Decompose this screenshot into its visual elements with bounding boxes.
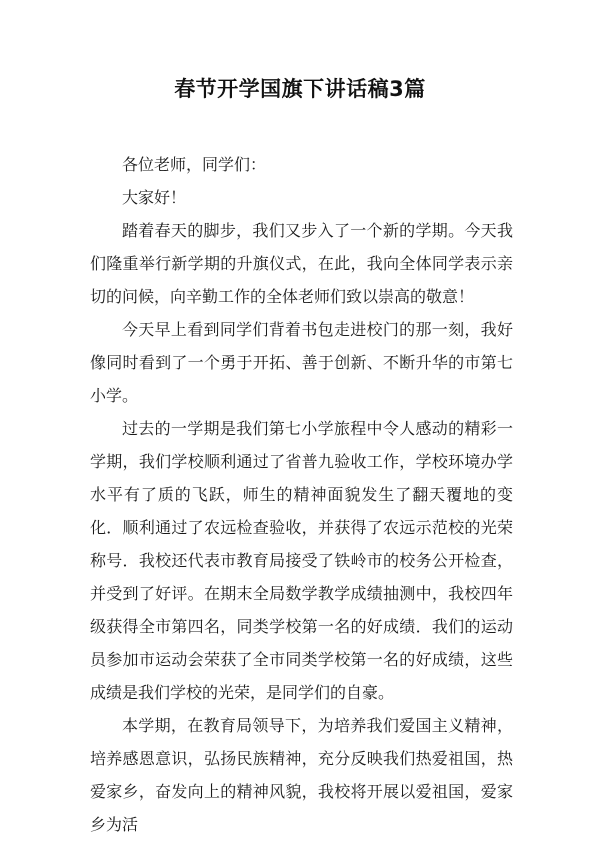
- paragraph-greeting: 大家好！: [122, 188, 187, 207]
- document-title: 春节开学国旗下讲话稿3篇: [174, 77, 426, 101]
- paragraph-salutation: 各位老师，同学们：: [122, 155, 267, 174]
- paragraph-this-morning: 今天早上看到同学们背着书包走进校门的那一刻，我好像同时看到了一个勇于开拓、善于创新、不断升华的市第七小学。: [90, 320, 513, 405]
- document-body: [90, 148, 513, 841]
- paragraph-this-semester: 本学期，在教育局领导下，为培养我们爱国主义精神，培养感恩意识，弘扬民族精神，充分反映我们热爱祖国，热爱家乡，奋发向上的精神风貌，我校将开展以爱祖国，爱家乡为活: [90, 716, 513, 834]
- paragraph-last-semester: 过去的一学期是我们第七小学旅程中令人感动的精彩一学期，我们学校顺利通过了省普九验收工作，学校环境办学水平有了质的飞跃，师生的精神面貌发生了翻天覆地的变化．顺利通过了农远检查验收，并获得了农远示范校的光荣称号．我校还代表市教育局接受了铁岭市的校务公开检查，并受到了好评。在期末全局数学教学成绩抽测中，我校四年级获得全市第四名，同类学校第一名的好成绩．我们的运动员参加市运动会荣获了全市同类学校第一名的好成绩，这些成绩是我们学校的光荣，是同学们的自豪。: [90, 419, 513, 702]
- paragraph-new-semester: 踏着春天的脚步，我们又步入了一个新的学期。今天我们隆重举行新学期的升旗仪式，在此，我向全体同学表示亲切的问候，向辛勤工作的全体老师们致以崇高的敬意！: [90, 221, 513, 306]
